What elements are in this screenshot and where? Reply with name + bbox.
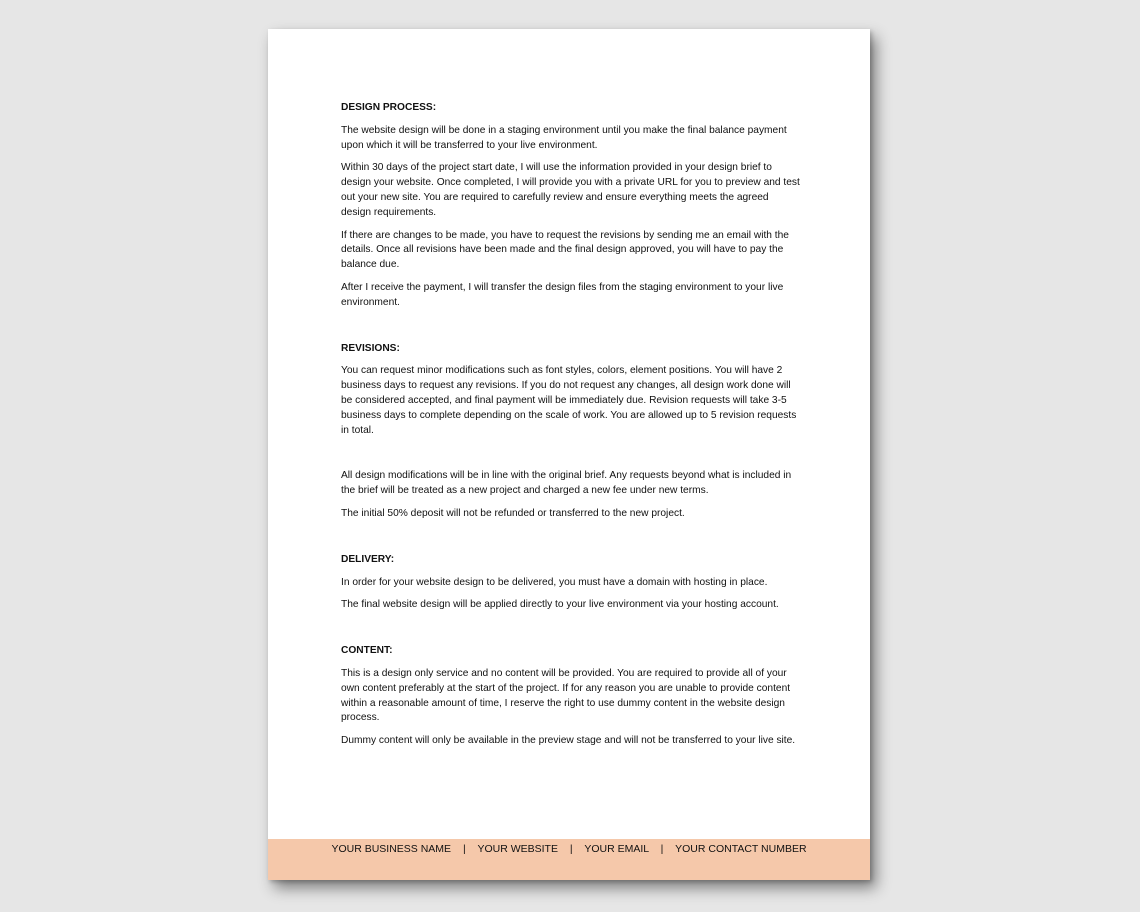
paragraph: The website design will be done in a staging environment until you make the final balance payment upon which it will be transferred to your live environment.	[341, 124, 787, 151]
section-heading: CONTENT:	[341, 645, 393, 657]
paragraph: In order for your website design to be delivered, you must have a domain with hosting in place.	[341, 576, 768, 588]
footer-business-name: YOUR BUSINESS NAME	[331, 843, 452, 855]
section-delivery	[341, 553, 801, 613]
section-content	[341, 644, 801, 749]
document-page	[268, 29, 870, 880]
paragraph: After I receive the payment, I will transfer the design files from the staging environment to your live environment.	[341, 281, 784, 308]
footer-contact-number: YOUR CONTACT NUMBER	[675, 843, 807, 855]
section-revisions	[341, 342, 801, 522]
paragraph: Dummy content will only be available in the preview stage and will not be transferred to your live site.	[341, 735, 796, 747]
section-design-process	[341, 101, 801, 311]
paragraph: If there are changes to be made, you have to request the revisions by sending me an email with the details. Once all revisions have been made and the final design approved, you will have to pay the balance due.	[341, 229, 789, 271]
paragraph: This is a design only service and no content will be provided. You are required to provide all of your own content preferably at the start of the project. If for any reason you are unable to provide content within a reasonable amount of time, I reserve the right to use dummy content in the website design process.	[341, 667, 791, 724]
paragraph: You can request minor modifications such as font styles, colors, element positions. You will have 2 business days to request any revisions. If you do not request any changes, all design work done will be considered accepted, and final payment will be immediately due. Revision requests will take 3-5 business days to complete depending on the scale of work. You are allowed up to 5 revision requests in total.	[341, 365, 797, 436]
footer-separator: |	[462, 843, 466, 855]
document-body	[341, 101, 801, 757]
paragraph: Within 30 days of the project start date, I will use the information provided in your design brief to design your website. Once completed, I will provide you with a private URL for you to preview and test out your new site. You are required to carefully review and ensure everything meets the agreed design requirements.	[341, 162, 800, 218]
footer-separator: |	[569, 843, 573, 855]
paragraph-spacer	[341, 446, 801, 469]
paragraph: The initial 50% deposit will not be refunded or transferred to the new project.	[341, 507, 685, 519]
section-spacer	[341, 530, 801, 553]
section-heading: DELIVERY:	[341, 553, 395, 565]
contact-footer	[268, 839, 870, 880]
section-spacer	[341, 319, 801, 342]
paragraph: The final website design will be applied directly to your live environment via your hosting account.	[341, 599, 779, 611]
section-heading: DESIGN PROCESS:	[341, 102, 437, 113]
section-heading: REVISIONS:	[341, 342, 400, 354]
footer-website: YOUR WEBSITE	[477, 843, 558, 855]
footer-email: YOUR EMAIL	[584, 843, 649, 855]
footer-separator: |	[660, 843, 664, 855]
section-spacer	[341, 621, 801, 644]
paragraph: All design modifications will be in line with the original brief. Any requests beyond what is included in the brief will be treated as a new project and charged a new fee under new terms.	[341, 470, 792, 497]
